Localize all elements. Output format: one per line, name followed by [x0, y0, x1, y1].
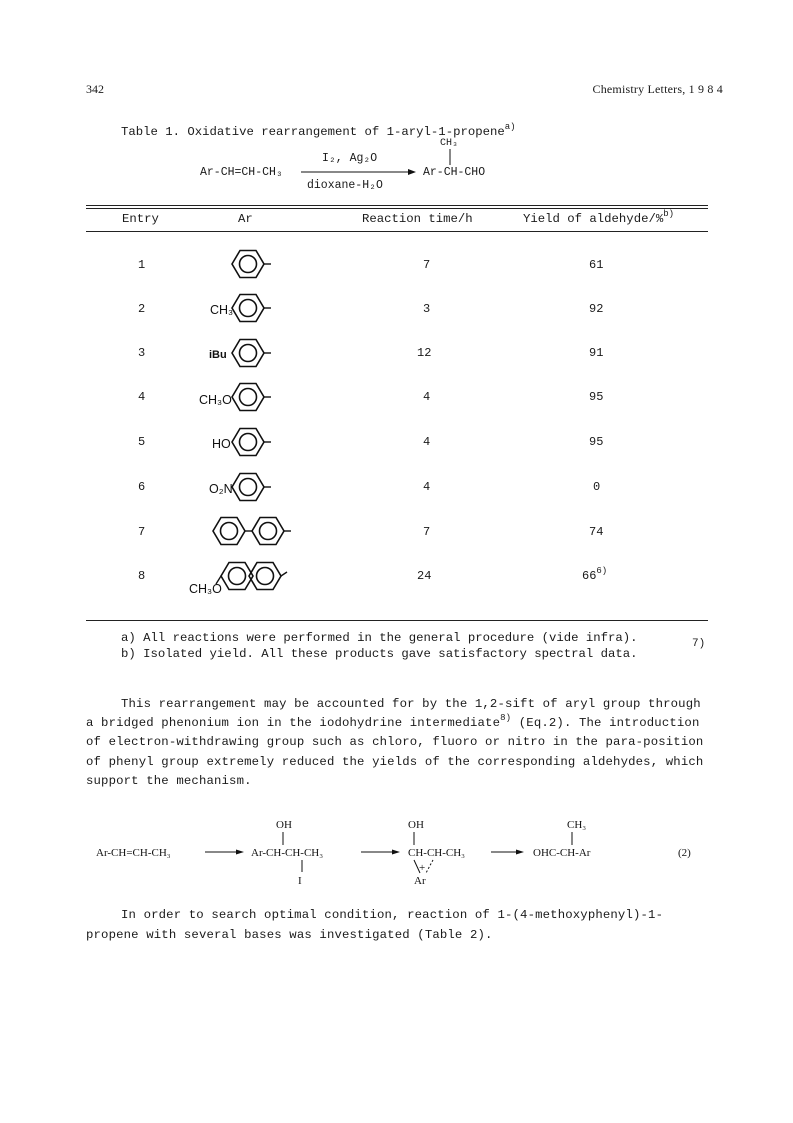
table-cell-time: 3	[423, 302, 431, 316]
header-ar: Ar	[238, 212, 253, 226]
table-cell-entry: 1	[138, 258, 146, 272]
table-cell-time: 24	[417, 569, 432, 583]
eq-species-1: Ar-CH=CH-CH₃	[96, 847, 171, 859]
eq-species-3-top: OH	[408, 819, 424, 831]
text-line: propene with several bases was investigated (Table 2).	[86, 928, 493, 942]
table-cell-time: 7	[423, 258, 431, 272]
eq-species-3-charge: +	[419, 862, 426, 874]
header-reaction-time: Reaction time/h	[362, 212, 473, 226]
eq-species-4-top: CH₃	[567, 819, 587, 831]
table-cell-yield: 66$^{6)}$	[582, 566, 608, 583]
scheme-reactant: Ar-CH=CH-CH₃	[200, 166, 283, 179]
table-cell-entry: 7	[138, 525, 146, 539]
journal-header: Chemistry Letters, 1 9 8 4	[592, 82, 723, 96]
scheme-reagent-above: I₂, Ag₂O	[322, 152, 378, 165]
text-line: of phenyl group extremely reduced the yields of the corresponding aldehydes, which	[86, 755, 704, 769]
substituent-label: CH₃O	[199, 393, 232, 407]
table-cell-yield: 91	[589, 346, 604, 360]
substituent-label: CH₃O	[189, 582, 222, 596]
eq-species-2-bottom: I	[298, 875, 302, 887]
table-cell-entry: 2	[138, 302, 146, 316]
substituent-label: CH₃	[210, 303, 234, 317]
table-cell-entry: 8	[138, 569, 146, 583]
table-cell-yield: 92	[589, 302, 604, 316]
table-caption: Table 1. Oxidative rearrangement of 1-aryl-1-propene$^{a)}$	[121, 122, 516, 139]
table-cell-yield: 61	[589, 258, 604, 272]
table-cell-yield: 0	[593, 480, 601, 494]
table-cell-entry: 5	[138, 435, 146, 449]
text-line: a bridged phenonium ion in the iodohydrine intermediate$^{8)}$ (Eq.2). The introduction	[86, 713, 700, 730]
table-cell-time: 4	[423, 480, 431, 494]
table-cell-time: 7	[423, 525, 431, 539]
table-cell-yield: 74	[589, 525, 604, 539]
table-cell-yield: 95	[589, 390, 604, 404]
header-entry: Entry	[122, 212, 159, 226]
eq-species-3: CH-CH-CH₃	[408, 847, 466, 859]
table-cell-entry: 3	[138, 346, 146, 360]
page-number: 342	[86, 82, 104, 96]
footnote-a: a) All reactions were performed in the general procedure (vide infra).	[121, 631, 638, 645]
table-cell-time: 12	[417, 346, 432, 360]
scheme-reagent-below: dioxane-H₂O	[307, 179, 383, 192]
eq-number: (2)	[678, 847, 691, 859]
text-line: This rearrangement may be accounted for by the 1,2-sift of aryl group through	[121, 697, 701, 711]
table-cell-entry: 4	[138, 390, 146, 404]
footnote-ref: 7)	[692, 638, 706, 650]
substituent-label: HO	[212, 437, 231, 451]
header-yield: Yield of aldehyde/%$^{b)}$	[523, 209, 675, 226]
table-cell-entry: 6	[138, 480, 146, 494]
footnote-b: b) Isolated yield. All these products gave satisfactory spectral data.	[121, 647, 638, 661]
eq-species-2-top: OH	[276, 819, 292, 831]
substituent-label: O₂N	[209, 482, 233, 496]
text-line: of electron-withdrawing group such as chloro, fluoro or nitro in the para-position	[86, 735, 704, 749]
text-line: In order to search optimal condition, reaction of 1-(4-methoxyphenyl)-1-	[121, 908, 664, 922]
substituent-label: iBu	[209, 349, 227, 361]
eq-species-4: OHC-CH-Ar	[533, 847, 591, 859]
scheme-product-substituent: CH₃	[440, 138, 459, 149]
eq-species-3-bottom: Ar	[414, 875, 426, 887]
scheme-product: Ar-CH-CHO	[423, 166, 486, 179]
table-cell-time: 4	[423, 435, 431, 449]
text-line: support the mechanism.	[86, 774, 252, 788]
table-cell-yield: 95	[589, 435, 604, 449]
table-cell-time: 4	[423, 390, 431, 404]
eq-species-2: Ar-CH-CH-CH₃	[251, 847, 324, 859]
